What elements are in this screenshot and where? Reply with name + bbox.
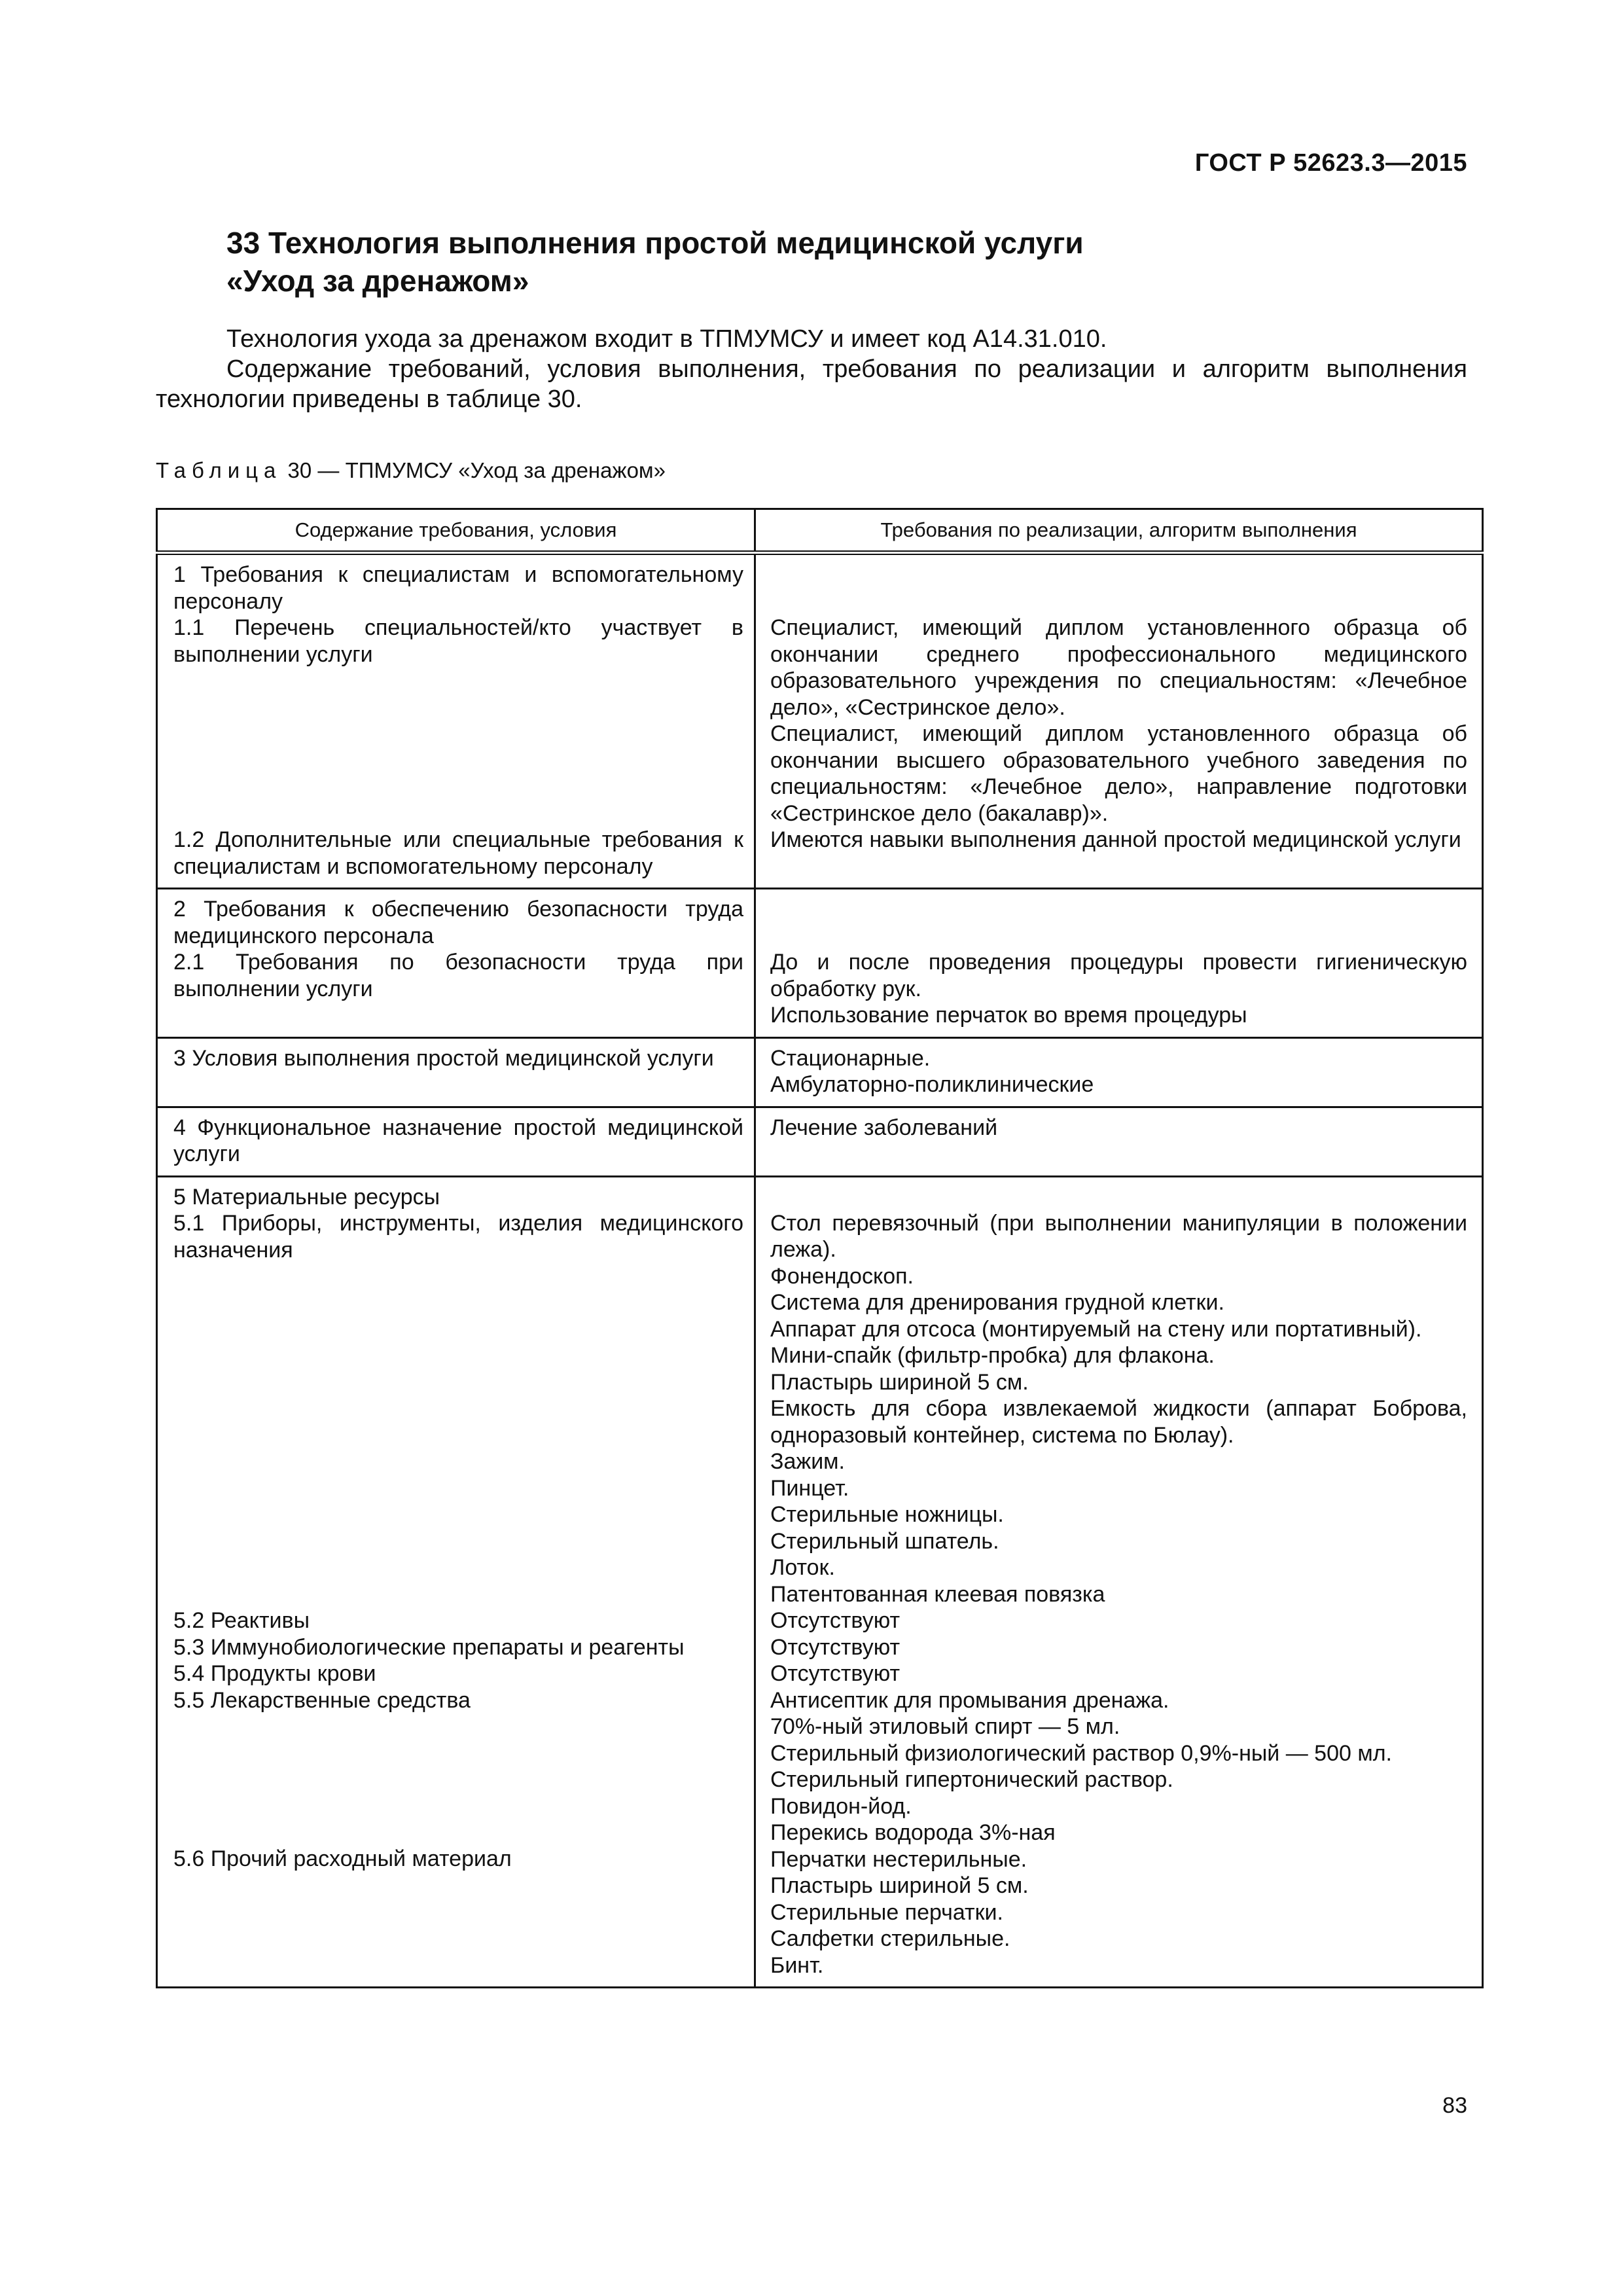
cell-spacer xyxy=(770,1184,1467,1210)
list-item: Отсутствуют xyxy=(770,1608,901,1633)
list-item: 70%-ный этиловый спирт — 5 мл. xyxy=(770,1714,1120,1739)
cell-spacer xyxy=(173,1263,743,1607)
list-item: Фонендоскоп. xyxy=(770,1263,914,1289)
section-title-line2: «Уход за дренажом» xyxy=(226,264,529,298)
list-item: Стерильный шпатель. xyxy=(770,1528,999,1554)
cell-text: Стационарные. xyxy=(770,1045,931,1071)
cell-text: 5.2 Реактивы xyxy=(173,1608,310,1633)
cell-spacer xyxy=(173,1713,743,1846)
cell-text: 1 Требования к специалистам и вспомогательному персоналу xyxy=(173,562,743,614)
cell-text: 1.1 Перечень специальностей/кто участвует в выполнении услуги xyxy=(173,615,743,667)
cell-text: Специалист, имеющий диплом установленного образца об окончании среднего профессионального медицинского образовательного учреждения по специальностям: «Лечебное дело», «Сестринское дело». xyxy=(770,615,1467,720)
cell-text: 4 Функциональное назначение простой медицинской услуги xyxy=(173,1115,743,1166)
document-code: ГОСТ Р 52623.3—2015 xyxy=(1194,149,1467,177)
table-cell-right xyxy=(755,889,1483,1038)
table-cell-left xyxy=(157,1037,755,1107)
cell-text: Лечение заболеваний xyxy=(770,1115,998,1140)
list-item: Мини-спайк (фильтр-пробка) для флакона. xyxy=(770,1343,1215,1368)
list-item: Стерильные ножницы. xyxy=(770,1502,1004,1527)
list-item: Салфетки стерильные. xyxy=(770,1926,1010,1951)
table-caption-label: Таблица xyxy=(156,458,282,482)
table-caption-text: 30 — ТПМУМСУ «Уход за дренажом» xyxy=(281,458,666,482)
intro-paragraph-1: Технология ухода за дренажом входит в ТПМУМСУ и имеет код А14.31.010. xyxy=(226,325,1107,353)
cell-text: Использование перчаток во время процедуры xyxy=(770,1003,1247,1028)
table-cell-left xyxy=(157,889,755,1038)
list-item: Пластырь шириной 5 см. xyxy=(770,1873,1029,1898)
list-item: Стерильный гипертонический раствор. xyxy=(770,1767,1173,1792)
cell-spacer xyxy=(173,668,743,827)
list-item: Система для дренирования грудной клетки. xyxy=(770,1290,1224,1315)
cell-text: 5 Материальные ресурсы xyxy=(173,1184,440,1210)
cell-text: Имеются навыки выполнения данной простой медицинской услуги xyxy=(770,827,1461,852)
list-item: Пинцет. xyxy=(770,1475,849,1501)
section-title-line1: 33 Технология выполнения простой медицинской услуги xyxy=(226,226,1084,260)
table-cell-right xyxy=(755,1107,1483,1176)
cell-text: 2 Требования к обеспечению безопасности труда медицинского персонала xyxy=(173,897,743,948)
cell-text: 5.6 Прочий расходный материал xyxy=(173,1846,512,1871)
table-cell-right xyxy=(755,1176,1483,1988)
table-row xyxy=(157,1037,1483,1107)
table-cell-left xyxy=(157,1107,755,1176)
table-cell-right xyxy=(755,553,1483,889)
table-cell-left xyxy=(157,1176,755,1988)
list-item: Лоток. xyxy=(770,1555,835,1580)
list-item: Аппарат для отсоса (монтируемый на стену или портативный). xyxy=(770,1316,1422,1342)
cell-text: 1.2 Дополнительные или специальные требования к специалистам и вспомогательному персоналу xyxy=(173,827,743,879)
page-number: 83 xyxy=(1442,2093,1467,2118)
table-row xyxy=(157,1107,1483,1176)
list-item: Патентованная клеевая повязка xyxy=(770,1581,1105,1607)
cell-text: 5.3 Иммунобиологические препараты и реагенты xyxy=(173,1634,685,1660)
list-item: Стерильные перчатки. xyxy=(770,1899,1003,1925)
list-item: Перчатки нестерильные. xyxy=(770,1846,1027,1872)
list-item: Бинт. xyxy=(770,1952,824,1978)
section-title xyxy=(226,224,1470,300)
table-row xyxy=(157,553,1483,889)
list-item: Отсутствуют xyxy=(770,1661,901,1686)
cell-text: 2.1 Требования по безопасности труда при выполнении услуги xyxy=(173,950,743,1001)
cell-text: 5.5 Лекарственные средства xyxy=(173,1687,471,1713)
intro-paragraph-2: Содержание требований, условия выполнения, требования по реализации и алгоритм выполнения технологии приведены в таблице 30. xyxy=(156,355,1467,413)
table-row xyxy=(157,1176,1483,1988)
list-item: Перекись водорода 3%-ная xyxy=(770,1820,1056,1845)
list-item: Пластырь шириной 5 см. xyxy=(770,1369,1029,1395)
list-item: Стерильный физиологический раствор 0,9%-ный — 500 мл. xyxy=(770,1740,1393,1766)
requirements-table xyxy=(156,508,1484,1988)
list-item: Емкость для сбора извлекаемой жидкости (аппарат Боброва, одноразовый контейнер, система по Бюлау). xyxy=(770,1396,1467,1448)
list-item: Зажим. xyxy=(770,1449,846,1474)
list-item: Отсутствуют xyxy=(770,1634,901,1660)
cell-text: Специалист, имеющий диплом установленного образца об окончании высшего образовательного учебного заведения по специальностям: «Лечебное дело», направление подготовки «Сестринское дело (бакалавр)». xyxy=(770,721,1467,826)
column-header-requirements: Требования по реализации, алгоритм выполнения xyxy=(755,509,1483,553)
cell-text: 3 Условия выполнения простой медицинской услуги xyxy=(173,1045,714,1071)
table-cell-left xyxy=(157,553,755,889)
table-row xyxy=(157,889,1483,1038)
cell-text: 5.4 Продукты крови xyxy=(173,1661,376,1686)
column-header-content: Содержание требования, условия xyxy=(157,509,755,553)
table-header-row xyxy=(157,509,1483,553)
cell-spacer xyxy=(770,896,1467,949)
intro-text xyxy=(156,324,1467,414)
cell-text: До и после проведения процедуры провести гигиеническую обработку рук. xyxy=(770,950,1467,1001)
table-cell-right xyxy=(755,1037,1483,1107)
list-item: Стол перевязочный (при выполнении манипуляции в положении лежа). xyxy=(770,1210,1467,1262)
list-item: Повидон-йод. xyxy=(770,1793,912,1819)
cell-text: 5.1 Приборы, инструменты, изделия медицинского назначения xyxy=(173,1211,743,1263)
cell-text: Амбулаторно-поликлинические xyxy=(770,1072,1094,1097)
table-caption xyxy=(156,458,666,483)
list-item: Антисептик для промывания дренажа. xyxy=(770,1687,1169,1713)
cell-spacer xyxy=(770,562,1467,615)
